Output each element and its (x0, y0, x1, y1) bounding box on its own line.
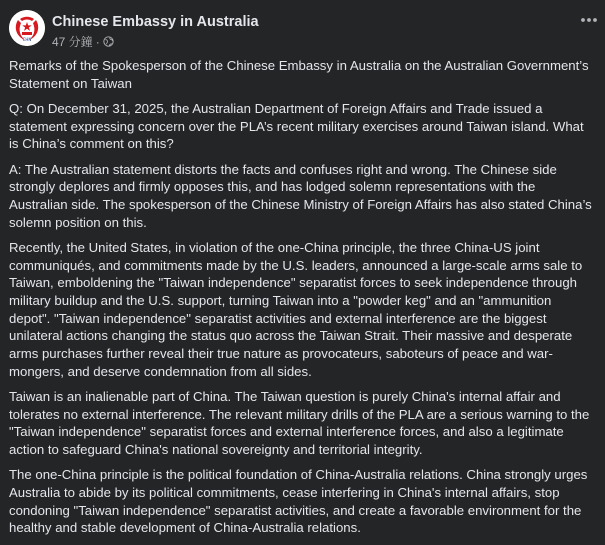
post-body (9, 57, 595, 545)
post-paragraph-one-china: The one-China principle is the political foundation of China-Australia relations. China strongly urges Australia to abide by its political commitments, cease interfering in China's internal affairs, stop condoning "Taiwan independence" separatist activities, and create a favorable environment for the healthy and stable development of China-Australia relations. (9, 467, 588, 536)
page-name[interactable]: Chinese Embassy in Australia (52, 14, 259, 30)
post-time[interactable]: 47 分鐘 (52, 35, 93, 49)
post-paragraph-taiwan: Taiwan is an inalienable part of China. The Taiwan question is purely China's internal affair and tolerates no external interference. The relevant military drills of the PLA are a serious warning to the "Taiwan independence" separatist forces and external interference forces, and also a legitimate action to safeguard China's national sovereignty and territorial integrity. (9, 388, 590, 458)
globe-icon[interactable] (103, 36, 114, 47)
avatar[interactable] (9, 10, 45, 46)
post-paragraph-arms-sale: Recently, the United States, in violation of the one-China principle, the three China-US joint communiqués, and commitments made by the U.S. leaders, announced a large-scale arms sale to Taiwan, emboldening the "Taiwan independence" separatist forces to seek independence through military buildup and the U.S. support, turning Taiwan into a "powder keg" and an "ammunition depot". "Taiwan independence" separatist activities and external interference are the biggest unilateral actions changing the status quo across the Taiwan Strait. Their massive and desperate arms purchases further reveal their true nature as provocateurs, saboteurs of peace and war-mongers, and deserve condemnation from all sides. (9, 239, 583, 379)
svg-text:CHN: CHN (22, 37, 32, 42)
post-header (9, 10, 595, 50)
meta-separator: · (95, 34, 100, 49)
more-options-icon[interactable] (579, 10, 599, 30)
post-title: Remarks of the Spokesperson of the Chinese Embassy in Australia on the Australian Government’s Statement on Taiwan (9, 58, 589, 91)
post-meta (52, 33, 114, 50)
post-paragraph-question: Q: On December 31, 2025, the Australian Department of Foreign Affairs and Trade issued a statement expressing concern over the PLA’s recent military exercises around Taiwan island. What is China’s comment on this? (9, 100, 584, 152)
post-paragraph-answer: A: The Australian statement distorts the facts and confuses right and wrong. The Chinese side strongly deplores and firmly opposes this, and has lodged solemn representations with the Australian side. The spokesperson of the Chinese Ministry of Foreign Affairs has also stated China’s solemn position on this. (9, 161, 592, 230)
embassy-emblem-icon (9, 10, 45, 46)
